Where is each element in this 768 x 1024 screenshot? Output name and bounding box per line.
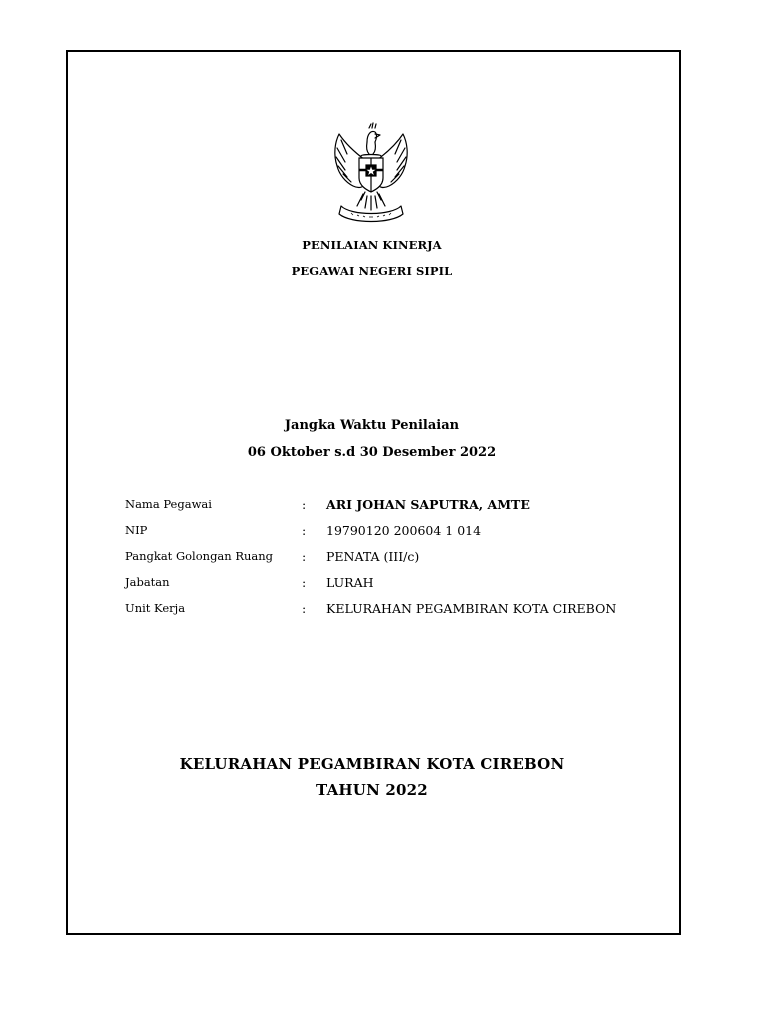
- info-label: NIP: [125, 523, 148, 537]
- info-value-position: LURAH: [326, 575, 374, 590]
- info-separator: :: [302, 549, 307, 564]
- period-label: Jangka Waktu Penilaian: [284, 418, 460, 433]
- info-label: Nama Pegawai: [125, 497, 212, 511]
- info-label: Unit Kerja: [125, 601, 186, 615]
- info-value-rank: PENATA (III/c): [326, 549, 420, 564]
- info-label: Pangkat Golongan Ruang: [125, 549, 274, 563]
- info-separator: :: [302, 575, 307, 590]
- garuda-emblem-icon: [327, 120, 415, 226]
- header-line-1: PENILAIAN KINERJA: [302, 238, 442, 252]
- footer-organization: KELURAHAN PEGAMBIRAN KOTA CIREBON: [179, 755, 565, 773]
- info-value-name: ARI JOHAN SAPUTRA, AMTE: [326, 497, 530, 512]
- period-range: 06 Oktober s.d 30 Desember 2022: [247, 445, 497, 460]
- info-value-nip: 19790120 200604 1 014: [326, 523, 482, 538]
- info-label: Jabatan: [125, 575, 170, 589]
- info-value-unit: KELURAHAN PEGAMBIRAN KOTA CIREBON: [326, 601, 617, 616]
- info-separator: :: [302, 523, 307, 538]
- info-separator: :: [302, 497, 307, 512]
- footer-year: TAHUN 2022: [316, 781, 428, 799]
- info-separator: :: [302, 601, 307, 616]
- header-line-2: PEGAWAI NEGERI SIPIL: [291, 264, 453, 278]
